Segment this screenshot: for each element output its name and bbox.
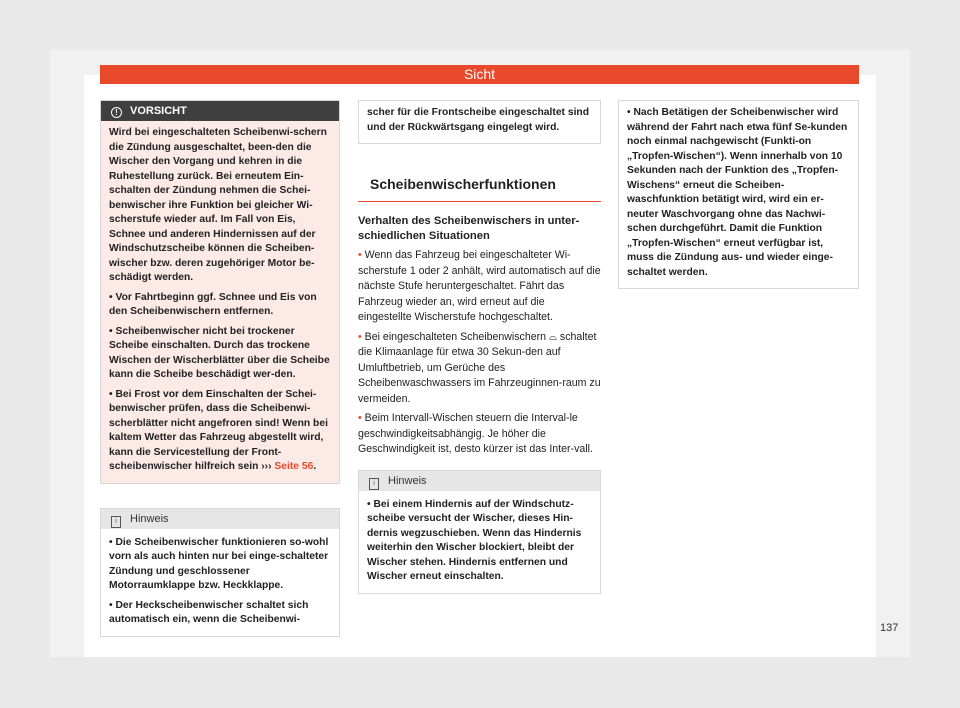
vorsicht-paragraph: Wird bei eingeschalteten Scheibenwi-schern die Zündung ausgeschaltet, been-den die Wischer den Vorgang und kehren in die Ruhestellung zurück. Bei erneutem Ein-schalten der Zündung nehmen die Schei-benwischer ihre Funktion bei gleicher Wi-scherstufe wieder auf. Im Fall von Eis, Schnee und anderen Hindernissen auf der Windschutzscheibe können die Scheiben-wischer bzw. deren zugehöriger Motor be-schädigt werden. — [109, 127, 327, 283]
page-header — [100, 65, 859, 84]
vorsicht-body — [101, 121, 339, 483]
hinweis-bullet: • Der Heckscheibenwischer schaltet sich automatisch ein, wenn die Scheibenwi- — [109, 599, 309, 625]
vorsicht-box — [100, 100, 340, 484]
arrow-ref: ››› — [261, 461, 272, 472]
hinweis-body — [359, 491, 600, 593]
vorsicht-header — [101, 101, 339, 121]
note-icon: i — [369, 478, 379, 490]
hinweis-body — [101, 529, 339, 636]
vorsicht-bullet: • Vor Fahrtbeginn ggf. Schnee und Eis von den Scheibenwischern entfernen. — [109, 291, 317, 317]
vorsicht-title: VORSICHT — [130, 105, 187, 117]
vorsicht-bullet: • Bei Frost vor dem Einschalten der Schei-benwischer prüfen, dass die Scheibenwi-scherblätter nicht angefroren sind! Wenn bei kaltem Wetter das Fahrzeug abgestellt wird, kann die Servicestellung der Front-scheibenwischer hilfreich sein ››› Seite 56. — [109, 388, 328, 472]
hinweis-body-continued — [619, 101, 858, 288]
hinweis-header — [359, 471, 600, 491]
column-middle — [358, 100, 601, 594]
hinweis-box — [100, 508, 340, 637]
section-paragraph: • Bei eingeschalteten Scheibenwischern ⌓ schaltet die Klimaanlage für etwa 30 Sekun-den auf Umluftbetrieb, um Gerüche des Scheibenwaschwassers im Fahrzeuginnen-raum zu vermeiden. — [358, 330, 601, 405]
section-paragraph: • Wenn das Fahrzeug bei eingeschalteter Wi-scherstufe 1 oder 2 anhält, wird automatisch auf die nächste Stufe heruntergeschaltet. Fährt das Fahrzeug wieder an, wird erneut auf die eingestellte Wischerstufe hochgeschaltet. — [358, 249, 601, 323]
hinweis-title: Hinweis — [130, 512, 169, 525]
wiper-icon: ⌓ — [549, 331, 557, 343]
hinweis-continued-text: scher für die Frontscheibe eingeschaltet sind und der Rückwärtsgang eingelegt wird. — [367, 107, 590, 133]
section-subheading: Verhalten des Scheibenwischers in unter-schiedlichen Situationen — [358, 215, 580, 242]
hinweis-box — [358, 470, 601, 594]
hinweis-title: Hinweis — [388, 474, 427, 487]
column-right — [618, 100, 859, 289]
hinweis-box-continued — [618, 100, 859, 289]
hinweis-bullet: • Bei einem Hindernis auf der Windschutz-scheibe versucht der Wischer, dieses Hin-dernis wegzuschieben. Wenn das Hindernis weiterhin den Wischer blockiert, bleibt der Wischer stehen. Hindernis entfernen und Wischer erneut einschalten. — [367, 498, 582, 582]
section-title: Scheibenwischerfunktionen — [358, 176, 601, 202]
hinweis-header — [101, 509, 339, 529]
page-reference-link[interactable]: Seite 56 — [274, 461, 314, 472]
note-icon: i — [111, 516, 121, 528]
page-number: 137 — [880, 622, 899, 634]
column-left — [100, 100, 340, 637]
page-header-title: Sicht — [463, 66, 496, 82]
hinweis-bullet: • Die Scheibenwischer funktionieren so-wohl vorn als auch hinten nur bei einge-schalteter Zündung und geschlossener Motorraumklappe bzw. Heckklappe. — [109, 536, 329, 591]
hinweis-body-continued — [359, 101, 600, 143]
hinweis-box-continued — [358, 100, 601, 144]
section-block — [358, 176, 601, 458]
hinweis-bullet: • Nach Betätigen der Scheibenwischer wird während der Fahrt nach etwa fünf Se-kunden noch einmal nachgewischt (Funkti-on „Tropfen-Wischen“). Wenn innerhalb von 10 Sekunden nach der Funktion des „Tropfen-Wischens“ erneut die Scheiben-waschfunktion betätigt wird, wird ein er-neuter Waschvorgang ohne das Nachwi-schen durchgeführt. Damit die Funktion „Tropfen-Wischen“ erneut verfügbar ist, muss die Zündung aus- und wieder einge-schaltet werden. — [627, 107, 848, 278]
vorsicht-bullet: • Scheibenwischer nicht bei trockener Scheibe einschalten. Durch das trockene Wischen der Wischerblätter über die Scheibe kann die Scheibe beschädigt wer-den. — [109, 325, 330, 380]
section-paragraph: • Beim Intervall-Wischen steuern die Interval-le geschwindigkeitsabhängig. Je höher die Geschwindigkeit ist, desto kürzer ist das Inter-vall. — [358, 412, 593, 455]
exclamation-circle-icon: ! — [111, 107, 122, 118]
